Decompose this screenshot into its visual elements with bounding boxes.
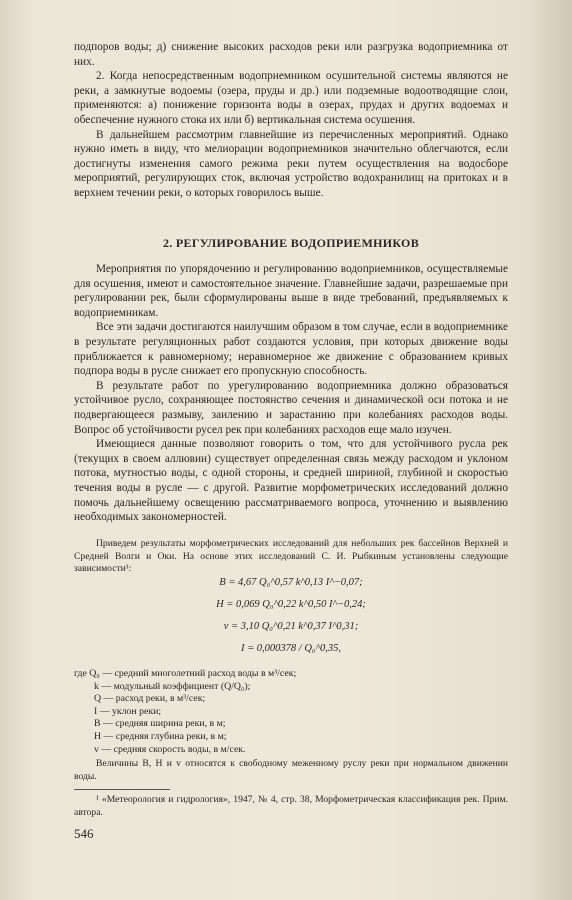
paragraph: В результате работ по урегулированию водоприемника должно образоваться устойчивое русло, сохраняющее постоянство сечения и динамической оси потока и не подвергающееся размыву, заилению и зарастанию при колебаниях расходов воды. Вопрос об устойчивости русел рек при колебаниях расходов еще мало изучен.	[74, 379, 508, 436]
definition-item: I — уклон реки;	[94, 705, 162, 717]
intro-paragraph: Приведем результаты морфометрических исследований для небольших рек бассейнов Верхней и Средней Волги и Оки. На основе этих исследований С. И. Рыбкиным установлены следующие зависимости¹:	[74, 538, 508, 575]
definition-item: где Q₀ — средний многолетний расход воды в м³/сек;	[74, 668, 297, 679]
definition-item: k — модульный коэффициент (Q/Q₀);	[94, 680, 251, 692]
section-heading-block	[74, 236, 508, 251]
formula-slope: I = 0,000378 / Q₀^0,35,	[240, 643, 342, 654]
formula-depth: H = 0,069 Q₀^0,22 k^0,50 I^−0,24;	[216, 599, 366, 610]
closing-block	[74, 758, 508, 819]
footnote-divider	[74, 789, 170, 790]
body-text-block	[74, 262, 508, 525]
formula-block	[74, 572, 508, 660]
paragraph: подпоров воды; д) снижение высоких расходов реки или разгрузка водоприемника от них.	[74, 41, 508, 68]
definition-item: Q — расход реки, в м³/сек;	[94, 693, 206, 705]
paragraph: В дальнейшем рассмотрим главнейшие из перечисленных мероприятий. Однако нужно иметь в виду, что мелиорации водоприемников значительно облегчаются, если достигнуты изменения самого режима реки путем осуществления на водосборе мероприятий, регулирующих сток, включая устройство водохранилищ на притоках и в верхнем течении реки, о которых говорилось выше.	[74, 128, 508, 199]
page-number: 546	[74, 826, 94, 841]
small-text-block	[74, 538, 508, 576]
top-text-block	[74, 40, 508, 201]
definition-item: v — средняя скорость воды, в м/сек.	[94, 743, 246, 755]
definition-item: H — средняя глубина реки, в м;	[94, 730, 227, 742]
formula-velocity: v = 3,10 Q₀^0,21 k^0,37 I^0,31;	[223, 621, 359, 632]
closing-paragraph: Величины B, H и v относятся к свободному меженному руслу реки при нормальном движении воды.	[74, 758, 508, 782]
definition-item: B — средняя ширина реки, в м;	[94, 718, 226, 730]
section-title: 2. РЕГУЛИРОВАНИЕ ВОДОПРИЕМНИКОВ	[162, 236, 419, 250]
definitions-block	[74, 668, 508, 756]
formula-width: B = 4,67 Q₀^0,57 k^0,13 I^−0,07;	[219, 577, 363, 588]
paragraph: Имеющиеся данные позволяют говорить о том, что для устойчивого русла рек (текущих в своем аллювии) существует определенная связь между расходом и уклоном потока, мутностью воды, с одной стороны, и средней шириной, глубиной и скоростью течения воды в русле — с другой. Развитие морфометрических исследований должно помочь дальнейшему освещению рассматриваемого вопроса, уточнению и выявлению необходимых закономерностей.	[74, 438, 508, 524]
paragraph: Мероприятия по упорядочению и регулированию водоприемников, осуществляемые для осушения, имеют и самостоятельное значение. Главнейшие задачи, разрешаемые при регулировании рек, были сформулированы выше в виде требований, предъявляемых к водоприемникам.	[74, 263, 508, 319]
paragraph: Все эти задачи достигаются наилучшим образом в том случае, если в водоприемнике в результате регуляционных работ создаются условия, при которых движение воды приближается к равномерному; неравномерное же движение с образованием кривых подпора воды в русле снижает его пропускную способность.	[74, 321, 508, 378]
paragraph: 2. Когда непосредственным водоприемником осушительной системы являются не реки, а замкнутые водоемы (озера, пруды и др.) или подземные водоотводящие слои, применяются: а) понижение горизонта воды в озерах, прудах и других водоемах и обеспечение нужного стока их или б) вертикальная система осушения.	[74, 70, 508, 126]
footnote: ¹ «Метеорология и гидрология», 1947, № 4, стр. 38, Морфометрическая классификация рек. Прим. автора.	[74, 794, 508, 818]
